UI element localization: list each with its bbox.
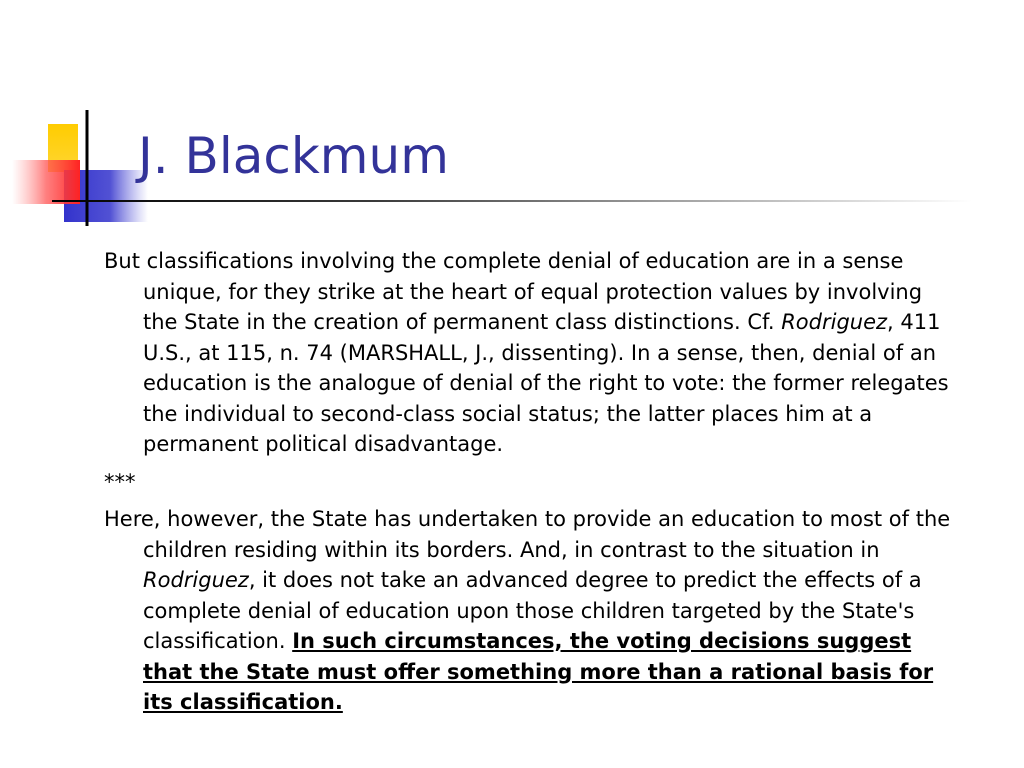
- slide-body: [104, 246, 954, 718]
- paragraph-1: [104, 246, 954, 460]
- paragraph-3-text-a: Here, however, the State has undertaken to provide an education to most of the children residing within its borders. And, in contrast to the situation in: [104, 507, 951, 562]
- emphasized-conclusion: In such circumstances, the voting decisions suggest that the State must offer something more than a rational basis for its classification.: [143, 629, 934, 714]
- decorative-squares-logo: [0, 0, 160, 240]
- title-divider: [52, 200, 972, 202]
- asterisks: ***: [104, 469, 136, 494]
- slide-title: J. Blackmum: [138, 127, 449, 185]
- paragraph-3-text-b: , it does not take an advanced degree to predict the effects of a complete denial of education upon those children targeted by the State's classification.: [143, 568, 922, 653]
- paragraph-2-separator: [104, 467, 954, 498]
- case-name-rodriguez-1: Rodriguez: [781, 310, 888, 334]
- paragraph-1-text-a: But classifications involving the complete denial of education are in a sense unique, for they strike at the heart of equal protection values by involving the State in the creation of permanent class distinctions. Cf.: [104, 249, 923, 334]
- red-square: [12, 160, 80, 204]
- paragraph-1-text-b: , 411 U.S., at 115, n. 74 (MARSHALL, J., dissenting). In a sense, then, denial of an education is the analogue of denial of the right to vote: the former relegates the individual to second-class social status; the latter places him at a permanent political disadvantage.: [143, 310, 949, 456]
- case-name-rodriguez-2: Rodriguez: [143, 568, 249, 592]
- paragraph-3: [104, 504, 954, 718]
